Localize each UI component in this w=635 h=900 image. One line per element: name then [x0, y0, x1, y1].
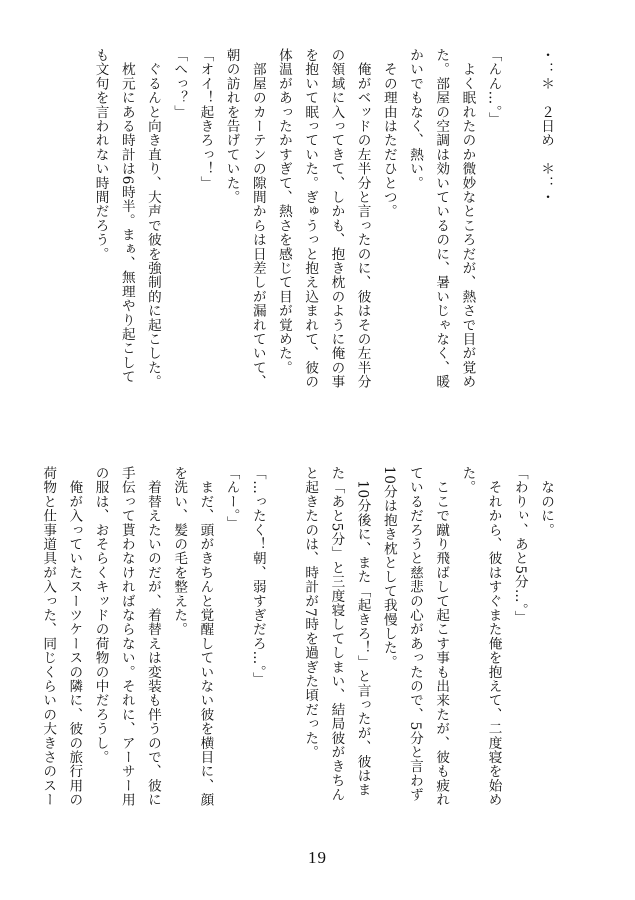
text-line: 部屋のカーテンの隙間からは日差しが漏れていて、 — [249, 48, 266, 389]
text-line: 「わりぃ、あと5分…。」 — [511, 466, 528, 625]
blank-line — [507, 48, 533, 428]
text-line: かいでもなく、熱い。 — [407, 48, 423, 190]
text-line: 俺が入っていたスーツケースの隣に、彼の旅行用の — [66, 466, 83, 807]
text-line: た。部屋の空調は効いているのに、暑いじゃなく、暖 — [433, 48, 450, 389]
chapter-heading: ・：＊ ２日め ＊：・ — [538, 48, 554, 205]
text-line: 「オイ！起きろっ！」 — [197, 48, 214, 190]
text-line: た「あと5分」と三度寝してしまい、結局彼がきちん — [328, 466, 345, 802]
text-line: 朝の訪れを告げていた。 — [223, 48, 240, 205]
text-line: よく眠れたのか微妙なところだが、熱さで目が覚め — [459, 48, 476, 389]
text-line: と起きたのは、時計が7時を過ぎた頃だった。 — [302, 466, 319, 760]
text-line: その理由はただひとつ。 — [380, 48, 397, 219]
text-line: 「んん…。」 — [485, 48, 502, 127]
text-line: 10分後に、また「起きろ！」と言ったが、彼はま — [354, 466, 371, 797]
page-number: 19 — [308, 848, 327, 867]
text-line: 着替えたいのだが、着替えは変装も伴うので、彼に — [144, 466, 161, 807]
text-line: 体温があったかすぎて、熱さを感じて目が覚めた。 — [275, 48, 292, 375]
text-block-bottom — [35, 466, 559, 854]
text-line: ぐるんと向き直り、大声で彼を強制的に起こした。 — [144, 48, 161, 389]
text-line: を抱いて眠っていた。ぎゅうっと抱え込まれて、彼の — [302, 48, 319, 389]
text-line: の領域に入ってきて、しかも、抱き枕のように俺の事 — [328, 48, 345, 389]
text-line: ここで蹴り飛ばして起こす事も出来たが、彼も疲れ — [433, 466, 450, 807]
text-line: 手伝って貰わなければならない。それに、アーサー用 — [118, 466, 135, 807]
text-line: も文句を言われない時間だろう。 — [92, 48, 109, 261]
text-line: 俺がベッドの左半分と言ったのに、彼はその左半分 — [354, 48, 371, 389]
text-line: ているだろうと慈悲の心があったので、5分と言わず — [406, 466, 423, 802]
text-line: の服は、おそらくキッドの荷物の中だろうし。 — [92, 466, 109, 765]
text-line: を洗い、髪の毛を整えた。 — [171, 466, 188, 637]
blank-line — [271, 466, 297, 854]
text-line: 「んー。」 — [223, 466, 240, 531]
text-line: 枕元にある時計は6時半。まぁ、無理やり起こして — [118, 48, 135, 384]
text-line: 「…ったく！朝、弱すぎだろ…。」 — [249, 466, 266, 687]
text-line: 荷物と仕事道具が入った、同じくらいの大きさのスー — [40, 466, 57, 807]
text-line: た。 — [459, 466, 476, 495]
text-line: それから、彼はすぐまた俺を抱えて、二度寝を始め — [485, 466, 502, 807]
text-line: 10分は抱き枕として我慢した。 — [380, 466, 397, 670]
text-line: まだ、頭がきちんと覚醒していない彼を横目に、顔 — [197, 466, 214, 807]
text-block-top — [87, 48, 559, 428]
text-line: 「へっ？」 — [171, 48, 188, 119]
text-line: なのに。 — [538, 466, 554, 537]
